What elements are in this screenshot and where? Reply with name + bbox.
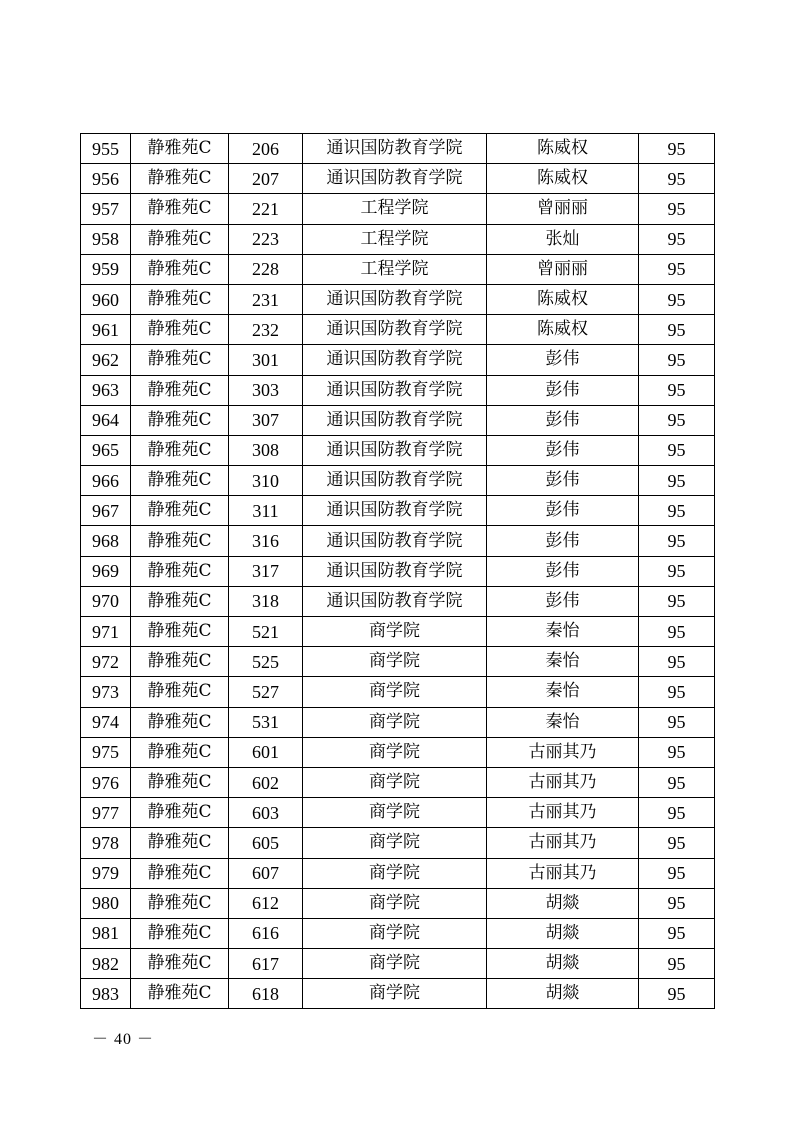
counselor-cell: 彭伟 — [487, 526, 639, 556]
building-cell: 静雅苑C — [131, 647, 229, 677]
college-cell: 商学院 — [303, 798, 487, 828]
college-cell: 工程学院 — [303, 224, 487, 254]
counselor-cell: 古丽其乃 — [487, 858, 639, 888]
counselor-cell: 胡燚 — [487, 979, 639, 1009]
building-cell: 静雅苑C — [131, 918, 229, 948]
table-row — [81, 737, 715, 767]
table-row — [81, 496, 715, 526]
college-cell: 通识国防教育学院 — [303, 526, 487, 556]
building-cell: 静雅苑C — [131, 828, 229, 858]
room-number-cell: 527 — [229, 677, 303, 707]
room-number-cell: 618 — [229, 979, 303, 1009]
row-number-cell: 974 — [81, 707, 131, 737]
row-number-cell: 962 — [81, 345, 131, 375]
score-cell: 95 — [639, 435, 715, 465]
score-cell: 95 — [639, 707, 715, 737]
room-number-cell: 308 — [229, 435, 303, 465]
college-cell: 通识国防教育学院 — [303, 284, 487, 314]
counselor-cell: 陈威权 — [487, 164, 639, 194]
college-cell: 通识国防教育学院 — [303, 435, 487, 465]
room-number-cell: 223 — [229, 224, 303, 254]
room-number-cell: 232 — [229, 315, 303, 345]
score-cell: 95 — [639, 345, 715, 375]
college-cell: 商学院 — [303, 828, 487, 858]
college-cell: 商学院 — [303, 647, 487, 677]
row-number-cell: 963 — [81, 375, 131, 405]
building-cell: 静雅苑C — [131, 798, 229, 828]
table-row — [81, 345, 715, 375]
room-number-cell: 617 — [229, 949, 303, 979]
score-cell: 95 — [639, 224, 715, 254]
room-number-cell: 603 — [229, 798, 303, 828]
room-number-cell: 318 — [229, 586, 303, 616]
score-cell: 95 — [639, 888, 715, 918]
row-number-cell: 981 — [81, 918, 131, 948]
counselor-cell: 陈威权 — [487, 315, 639, 345]
score-cell: 95 — [639, 918, 715, 948]
table-row — [81, 949, 715, 979]
row-number-cell: 964 — [81, 405, 131, 435]
room-number-cell: 531 — [229, 707, 303, 737]
score-cell: 95 — [639, 315, 715, 345]
building-cell: 静雅苑C — [131, 526, 229, 556]
building-cell: 静雅苑C — [131, 767, 229, 797]
building-cell: 静雅苑C — [131, 164, 229, 194]
counselor-cell: 彭伟 — [487, 556, 639, 586]
score-cell: 95 — [639, 737, 715, 767]
score-cell: 95 — [639, 526, 715, 556]
row-number-cell: 960 — [81, 284, 131, 314]
building-cell: 静雅苑C — [131, 979, 229, 1009]
room-number-cell: 307 — [229, 405, 303, 435]
college-cell: 通识国防教育学院 — [303, 466, 487, 496]
row-number-cell: 980 — [81, 888, 131, 918]
building-cell: 静雅苑C — [131, 194, 229, 224]
table-body — [81, 134, 715, 1009]
college-cell: 通识国防教育学院 — [303, 405, 487, 435]
row-number-cell: 972 — [81, 647, 131, 677]
counselor-cell: 秦怡 — [487, 617, 639, 647]
row-number-cell: 956 — [81, 164, 131, 194]
college-cell: 商学院 — [303, 677, 487, 707]
college-cell: 工程学院 — [303, 254, 487, 284]
college-cell: 商学院 — [303, 949, 487, 979]
room-number-cell: 317 — [229, 556, 303, 586]
room-number-cell: 601 — [229, 737, 303, 767]
room-number-cell: 207 — [229, 164, 303, 194]
college-cell: 商学院 — [303, 707, 487, 737]
college-cell: 通识国防教育学院 — [303, 586, 487, 616]
room-number-cell: 316 — [229, 526, 303, 556]
table-row — [81, 466, 715, 496]
table-row — [81, 767, 715, 797]
row-number-cell: 965 — [81, 435, 131, 465]
building-cell: 静雅苑C — [131, 707, 229, 737]
building-cell: 静雅苑C — [131, 677, 229, 707]
table-row — [81, 134, 715, 164]
counselor-cell: 胡燚 — [487, 949, 639, 979]
score-cell: 95 — [639, 134, 715, 164]
counselor-cell: 陈威权 — [487, 284, 639, 314]
counselor-cell: 彭伟 — [487, 375, 639, 405]
college-cell: 通识国防教育学院 — [303, 315, 487, 345]
score-cell: 95 — [639, 375, 715, 405]
score-cell: 95 — [639, 586, 715, 616]
table-row — [81, 164, 715, 194]
counselor-cell: 古丽其乃 — [487, 798, 639, 828]
counselor-cell: 彭伟 — [487, 345, 639, 375]
row-number-cell: 982 — [81, 949, 131, 979]
row-number-cell: 968 — [81, 526, 131, 556]
table-row — [81, 979, 715, 1009]
row-number-cell: 971 — [81, 617, 131, 647]
table-row — [81, 828, 715, 858]
table-row — [81, 435, 715, 465]
counselor-cell: 彭伟 — [487, 496, 639, 526]
room-number-cell: 311 — [229, 496, 303, 526]
building-cell: 静雅苑C — [131, 224, 229, 254]
building-cell: 静雅苑C — [131, 496, 229, 526]
score-cell: 95 — [639, 466, 715, 496]
room-number-cell: 310 — [229, 466, 303, 496]
room-number-cell: 301 — [229, 345, 303, 375]
college-cell: 商学院 — [303, 888, 487, 918]
score-cell: 95 — [639, 828, 715, 858]
table-row — [81, 647, 715, 677]
score-cell: 95 — [639, 677, 715, 707]
college-cell: 工程学院 — [303, 194, 487, 224]
room-number-cell: 605 — [229, 828, 303, 858]
table-row — [81, 194, 715, 224]
college-cell: 商学院 — [303, 737, 487, 767]
college-cell: 通识国防教育学院 — [303, 375, 487, 405]
table-row — [81, 405, 715, 435]
row-number-cell: 961 — [81, 315, 131, 345]
college-cell: 通识国防教育学院 — [303, 556, 487, 586]
room-number-cell: 221 — [229, 194, 303, 224]
score-cell: 95 — [639, 284, 715, 314]
row-number-cell: 967 — [81, 496, 131, 526]
room-number-cell: 521 — [229, 617, 303, 647]
score-cell: 95 — [639, 767, 715, 797]
room-number-cell: 231 — [229, 284, 303, 314]
score-cell: 95 — [639, 647, 715, 677]
building-cell: 静雅苑C — [131, 375, 229, 405]
counselor-cell: 曾丽丽 — [487, 194, 639, 224]
table-row — [81, 677, 715, 707]
row-number-cell: 957 — [81, 194, 131, 224]
counselor-cell: 胡燚 — [487, 888, 639, 918]
counselor-cell: 彭伟 — [487, 466, 639, 496]
row-number-cell: 976 — [81, 767, 131, 797]
counselor-cell: 彭伟 — [487, 586, 639, 616]
row-number-cell: 958 — [81, 224, 131, 254]
score-cell: 95 — [639, 496, 715, 526]
counselor-cell: 张灿 — [487, 224, 639, 254]
row-number-cell: 977 — [81, 798, 131, 828]
building-cell: 静雅苑C — [131, 949, 229, 979]
score-cell: 95 — [639, 164, 715, 194]
college-cell: 商学院 — [303, 979, 487, 1009]
room-number-cell: 616 — [229, 918, 303, 948]
table-row — [81, 707, 715, 737]
building-cell: 静雅苑C — [131, 556, 229, 586]
table-row — [81, 224, 715, 254]
building-cell: 静雅苑C — [131, 254, 229, 284]
table-row — [81, 284, 715, 314]
row-number-cell: 970 — [81, 586, 131, 616]
building-cell: 静雅苑C — [131, 617, 229, 647]
room-number-cell: 228 — [229, 254, 303, 284]
building-cell: 静雅苑C — [131, 858, 229, 888]
counselor-cell: 秦怡 — [487, 677, 639, 707]
building-cell: 静雅苑C — [131, 586, 229, 616]
counselor-cell: 古丽其乃 — [487, 767, 639, 797]
building-cell: 静雅苑C — [131, 345, 229, 375]
building-cell: 静雅苑C — [131, 405, 229, 435]
table-row — [81, 254, 715, 284]
counselor-cell: 彭伟 — [487, 435, 639, 465]
row-number-cell: 966 — [81, 466, 131, 496]
row-number-cell: 983 — [81, 979, 131, 1009]
dormitory-score-table — [80, 133, 715, 1009]
table-row — [81, 918, 715, 948]
college-cell: 商学院 — [303, 767, 487, 797]
room-number-cell: 525 — [229, 647, 303, 677]
row-number-cell: 959 — [81, 254, 131, 284]
counselor-cell: 古丽其乃 — [487, 828, 639, 858]
score-cell: 95 — [639, 556, 715, 586]
score-cell: 95 — [639, 617, 715, 647]
score-cell: 95 — [639, 858, 715, 888]
room-number-cell: 602 — [229, 767, 303, 797]
table-row — [81, 858, 715, 888]
counselor-cell: 陈威权 — [487, 134, 639, 164]
row-number-cell: 973 — [81, 677, 131, 707]
room-number-cell: 612 — [229, 888, 303, 918]
table-row — [81, 798, 715, 828]
room-number-cell: 607 — [229, 858, 303, 888]
college-cell: 商学院 — [303, 858, 487, 888]
building-cell: 静雅苑C — [131, 134, 229, 164]
row-number-cell: 975 — [81, 737, 131, 767]
score-cell: 95 — [639, 798, 715, 828]
counselor-cell: 曾丽丽 — [487, 254, 639, 284]
counselor-cell: 秦怡 — [487, 707, 639, 737]
table-row — [81, 526, 715, 556]
building-cell: 静雅苑C — [131, 888, 229, 918]
counselor-cell: 胡燚 — [487, 918, 639, 948]
score-cell: 95 — [639, 405, 715, 435]
table-row — [81, 556, 715, 586]
college-cell: 通识国防教育学院 — [303, 134, 487, 164]
counselor-cell: 彭伟 — [487, 405, 639, 435]
row-number-cell: 979 — [81, 858, 131, 888]
college-cell: 通识国防教育学院 — [303, 496, 487, 526]
counselor-cell: 秦怡 — [487, 647, 639, 677]
building-cell: 静雅苑C — [131, 737, 229, 767]
table-row — [81, 375, 715, 405]
college-cell: 通识国防教育学院 — [303, 164, 487, 194]
college-cell: 通识国防教育学院 — [303, 345, 487, 375]
score-cell: 95 — [639, 254, 715, 284]
room-number-cell: 206 — [229, 134, 303, 164]
score-cell: 95 — [639, 979, 715, 1009]
table-row — [81, 888, 715, 918]
score-cell: 95 — [639, 194, 715, 224]
building-cell: 静雅苑C — [131, 315, 229, 345]
page-number: － 40 － — [92, 1031, 155, 1048]
table-row — [81, 617, 715, 647]
score-cell: 95 — [639, 949, 715, 979]
row-number-cell: 978 — [81, 828, 131, 858]
college-cell: 商学院 — [303, 617, 487, 647]
table-row — [81, 315, 715, 345]
table-row — [81, 586, 715, 616]
building-cell: 静雅苑C — [131, 435, 229, 465]
building-cell: 静雅苑C — [131, 466, 229, 496]
row-number-cell: 955 — [81, 134, 131, 164]
building-cell: 静雅苑C — [131, 284, 229, 314]
row-number-cell: 969 — [81, 556, 131, 586]
room-number-cell: 303 — [229, 375, 303, 405]
counselor-cell: 古丽其乃 — [487, 737, 639, 767]
college-cell: 商学院 — [303, 918, 487, 948]
